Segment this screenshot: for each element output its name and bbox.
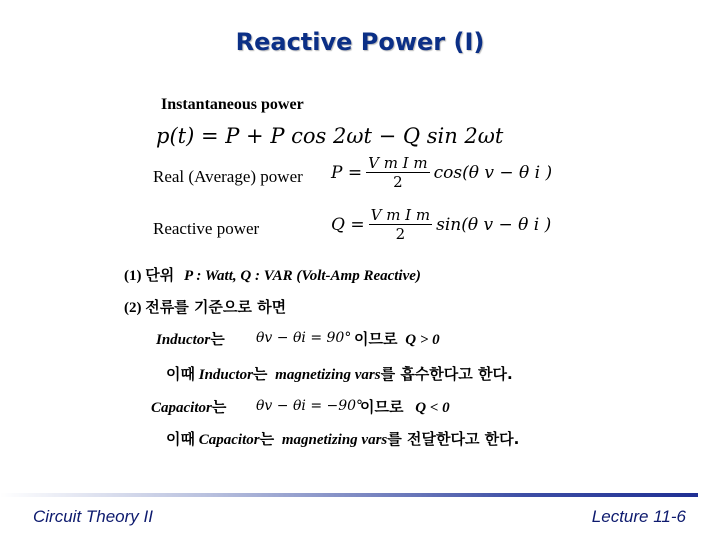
real-power-denominator: 2 — [393, 173, 403, 191]
reactive-power-denominator: 2 — [395, 225, 406, 243]
instantaneous-power-equation — [156, 124, 503, 148]
real-power-lhs: P = — [331, 162, 363, 183]
capacitor-note-particle: 는 — [259, 430, 275, 448]
reactive-power-tail: sin(θ v − θ i ) — [436, 214, 552, 235]
capacitor-korean: 이므로 — [360, 398, 404, 416]
capacitor-note-term: magnetizing vars — [281, 432, 388, 448]
capacitor-equation: θv − θi = −90° — [256, 398, 364, 414]
capacitor-note-name: Capacitor — [198, 432, 260, 448]
eq-pt-rhs: = P + P cos 2ωt − Q sin 2ωt — [200, 124, 504, 148]
inductor-q-condition: Q > 0 — [405, 332, 440, 348]
inductor-condition — [354, 328, 440, 349]
capacitor-condition — [360, 396, 450, 417]
item-units-number: (1) — [124, 268, 142, 284]
inductor-note-post: 를 흡수한다고 한다. — [380, 365, 513, 383]
inductor-korean: 이므로 — [354, 330, 398, 348]
inductor-particle: 는 — [210, 330, 225, 348]
reactive-power-lhs: Q = — [331, 214, 365, 235]
inductor-note-particle: 는 — [252, 365, 268, 383]
reactive-power-fraction — [369, 206, 433, 243]
capacitor-particle: 는 — [211, 398, 227, 416]
capacitor-note — [166, 428, 519, 449]
subtitle: Instantaneous power — [161, 96, 304, 113]
inductor-note-pre: 이때 — [166, 365, 195, 383]
footer-divider-bar — [0, 493, 698, 497]
inductor-line — [156, 328, 225, 349]
inductor-label: Inductor — [156, 332, 211, 348]
item-reference-korean: 전류를 기준으로 하면 — [145, 298, 287, 316]
footer-lecture: Lecture 11-6 — [591, 507, 686, 526]
real-power-label: Real (Average) power — [153, 167, 303, 186]
reactive-power-numerator: V m I m — [370, 206, 431, 224]
inductor-equation: θv − θi = 90° — [256, 330, 352, 346]
inductor-note — [166, 363, 513, 384]
inductor-note-term: magnetizing vars — [275, 367, 381, 383]
capacitor-note-pre: 이때 — [166, 430, 195, 448]
real-power-numerator: V m I m — [368, 154, 428, 172]
eq-pt-lhs: p(t) — [156, 124, 195, 148]
capacitor-note-post: 를 전달한다고 한다. — [387, 430, 520, 448]
item-units-korean: 단위 — [145, 266, 175, 284]
real-power-fraction — [366, 154, 430, 191]
item-units — [124, 264, 421, 285]
capacitor-q-condition: Q < 0 — [415, 400, 450, 416]
item-reference — [124, 296, 286, 317]
reactive-power-equation — [331, 206, 551, 243]
real-power-tail: cos(θ v − θ i ) — [433, 162, 553, 183]
item-units-text: P : Watt, Q : VAR (Volt-Amp Reactive) — [183, 268, 421, 284]
item-reference-number: (2) — [124, 300, 142, 316]
capacitor-label: Capacitor — [151, 400, 212, 416]
footer-course: Circuit Theory II — [33, 507, 153, 526]
inductor-note-name: Inductor — [198, 367, 253, 383]
reactive-power-label: Reactive power — [153, 219, 260, 238]
capacitor-line — [151, 396, 226, 417]
slide-title: Reactive Power (I) — [235, 28, 485, 56]
real-power-equation — [331, 154, 552, 191]
